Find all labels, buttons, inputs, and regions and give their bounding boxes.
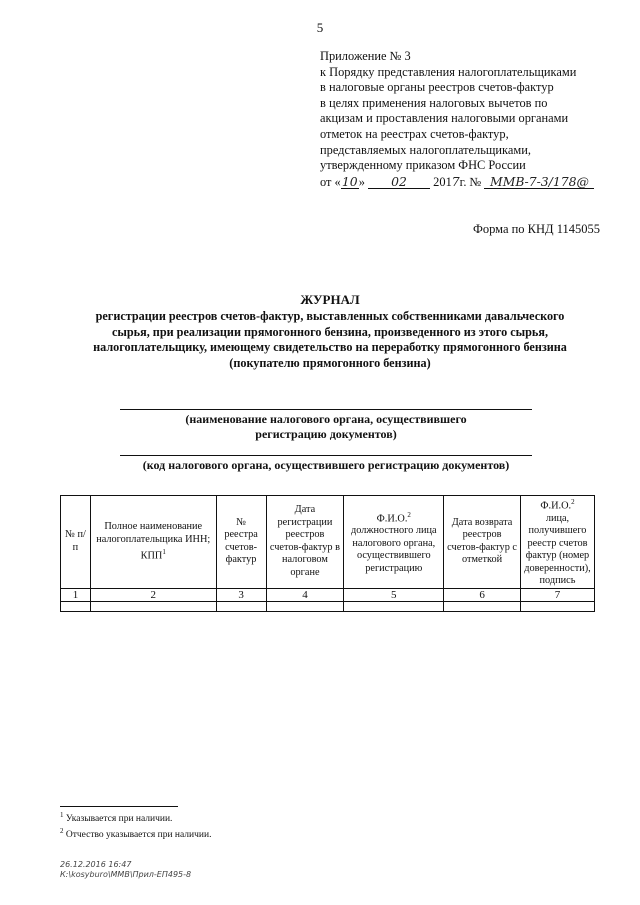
stamp-path: К:\kosyburo\ММВ\Прил-ЕП495-8 [60,870,192,879]
appendix-line: в целях применения налоговых вычетов по [320,95,548,110]
order-month: 02 [368,175,430,189]
column-number: 6 [444,588,521,602]
header-cell: № реестра счетов-фактур [216,496,266,589]
order-year-prefix: 201 [433,174,452,189]
column-number: 5 [344,588,444,602]
footnote: $^1$ Указывается при наличии. [60,811,173,825]
page-number: 5 [316,20,324,35]
tax-code-caption: (код налогового органа, осуществившего регистрацию документов) [142,458,510,472]
appendix-line: в налоговые органы реестров счетов-фактур [320,80,554,95]
column-number: 4 [266,588,344,602]
form-code: Форма по КНД 1145055 [472,222,600,236]
column-number: 1 [61,588,91,602]
appendix-block [320,49,620,190]
tax-authority-name-line [120,409,532,410]
document-title: ЖУРНАЛ [300,292,360,307]
subtitle-line: сырья, при реализации прямогонного бензина, произведенного из этого сырья, [111,324,549,339]
header-cell: Ф.И.О.$^2$ лица, получившего реестр счетов фактур (номер доверенности), подпись [520,496,594,589]
appendix-line: представляемых налогоплательщиками, [320,142,531,157]
order-year-suffix: г. № [459,174,482,189]
subtitle-line: налогоплательщику, имеющему свидетельство на переработку прямогонного бензина [93,340,567,354]
tax-code-line [120,455,532,456]
column-number: 3 [216,588,266,602]
header-cell: Дата возврата реестров счетов-фактур с отметкой [444,496,521,589]
footnotes [60,810,211,841]
order-year-digit: 7 [451,173,460,189]
appendix-title: Приложение № 3 [320,49,411,63]
empty-cell [520,602,594,612]
order-day: 10 [341,173,358,189]
subtitle-line: (покупателю прямогонного бензина) [229,355,431,370]
footnote: $^2$ Отчество указывается при наличии. [60,826,212,840]
subtitle-line: регистрации реестров счетов-фактур, выставленных собственниками давальческого [95,309,565,323]
caption-line: регистрацию документов) [255,427,397,441]
column-number: 2 [90,588,216,602]
document-subtitle [50,309,610,371]
order-date-line [320,174,620,191]
caption-line: (наименование налогового органа, осуществившего [185,412,467,426]
header-cell: Дата регистрации реестров счетов-фактур в налоговом органе [266,496,344,589]
order-prefix: от « [320,174,341,189]
appendix-line: акцизам и проставления налоговыми органами [320,111,569,126]
order-mid: » [358,174,365,189]
tax-authority-caption [100,412,552,442]
table-header-row [61,496,595,589]
appendix-line: утвержденному приказом ФНС России [320,158,526,173]
header-cell: Полное наименование налогоплательщика ИНН; КПП$^1$ [90,496,216,589]
file-stamp [60,860,191,880]
empty-cell [266,602,344,612]
empty-cell [216,602,266,612]
empty-cell [90,602,216,612]
empty-cell [444,602,521,612]
column-number-row [61,588,595,602]
footnote-separator [60,806,178,807]
table-row [61,602,595,612]
appendix-line: к Порядку представления налогоплательщиками [320,64,577,79]
header-cell: № п/п [61,496,91,589]
stamp-date: 26.12.2016 16:47 [60,860,132,869]
appendix-line: отметок на реестрах счетов-фактур, [320,126,509,141]
header-cell: Ф.И.О.$^2$ должностного лица налогового органа, осуществившего регистрацию [344,496,444,589]
registration-journal-table [60,495,595,612]
empty-cell [344,602,444,612]
order-number: ММВ-7-3/178@ [484,175,594,189]
empty-cell [61,602,91,612]
column-number: 7 [520,588,594,602]
